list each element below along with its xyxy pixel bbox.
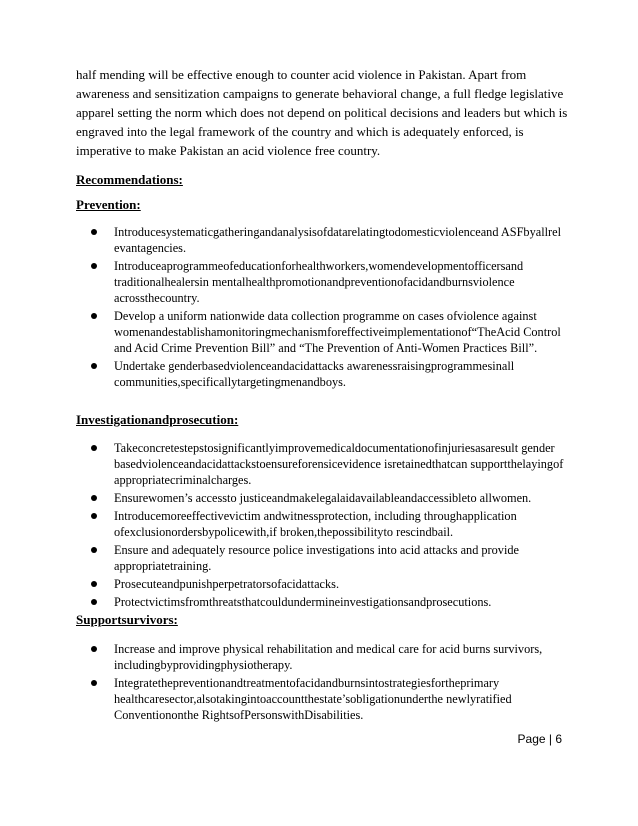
- list-item-text: Introducemoreeffectivevictim andwitnessprotection, including throughapplication ofexclusionordersbypolicewith,if broken,thepossibilityto rescindbail.: [114, 509, 517, 539]
- list-item: [76, 224, 566, 256]
- list-item-text: Takeconcretestepstosignificantlyimprovemedicaldocumentationofinjuriesasaresult gender basedviolenceandacidattackstoensureforensicevidence isretainedthatcan supportthelayingof appropriatecriminalcharges.: [114, 441, 564, 487]
- list-item: [76, 576, 566, 592]
- prevention-heading: Prevention:: [76, 197, 141, 212]
- investigation-heading: Investigationandprosecution:: [76, 412, 239, 427]
- list-item-text: Increase and improve physical rehabilitation and medical care for acid burns survivors, includingbyprovidingphysiotherapy.: [114, 642, 543, 672]
- bullet-icon: [91, 646, 97, 652]
- intro-paragraph: half mending will be effective enough to counter acid violence in Pakistan. Apart from awareness and sensitization campaigns to generate behavioral change, a full fledge legislative apparel setting the norm which does not depend on political decisions and leaders but which is engraved into the legal framework of the country and which is adequately enforced, is imperative to make Pakistan an acid violence free country.: [76, 67, 568, 158]
- bullet-icon: [91, 513, 97, 519]
- recommendations-heading: Recommendations:: [76, 172, 183, 187]
- list-item: [76, 508, 566, 540]
- bullet-icon: [91, 599, 97, 605]
- list-item: [76, 542, 566, 574]
- list-item: [76, 675, 566, 723]
- bullet-icon: [91, 263, 97, 269]
- support-heading: Supportsurvivors:: [76, 612, 178, 627]
- bullet-icon: [91, 229, 97, 235]
- list-item: [76, 258, 566, 306]
- list-item-text: Undertake genderbasedviolenceandacidattacks awarenessraisingprogrammesinall communities,specificallytargetingmenandboys.: [114, 359, 515, 389]
- bullet-icon: [91, 313, 97, 319]
- list-item: [76, 358, 566, 390]
- prevention-list: [76, 224, 566, 392]
- bullet-icon: [91, 445, 97, 451]
- list-item-text: Ensure and adequately resource police investigations into acid attacks and provide appropriatetraining.: [114, 543, 519, 573]
- list-item-text: Introduceaprogrammeofeducationforhealthworkers,womendevelopmentofficersand traditionalhealersin mentalhealthpromotionandpreventionofacidandburnsviolence acrossthecountry.: [114, 259, 524, 305]
- support-list: [76, 641, 566, 725]
- list-item-text: Ensurewomen’s accessto justiceandmakelegalaidavailableandaccessibleto allwomen.: [114, 491, 532, 505]
- bullet-icon: [91, 581, 97, 587]
- list-item-text: Prosecuteandpunishperpetratorsofacidattacks.: [114, 577, 340, 591]
- bullet-icon: [91, 547, 97, 553]
- list-item-text: Develop a uniform nationwide data collection programme on cases ofviolence against womenandestablishamonitoringmechanismforeffectiveimplementationof“TheAcid Control and Acid Crime Prevention Bill” and “The Prevention of Anti-Women Practices Bill”.: [114, 309, 561, 355]
- bullet-icon: [91, 495, 97, 501]
- investigation-list: [76, 440, 566, 612]
- list-item-text: Protectvictimsfromthreatsthatcouldunderminеinvestigationsandprosecutions.: [114, 595, 492, 609]
- list-item-text: Integratethepreventionandtreatmentofacidandburnsintostrategiesfortheprimary healthcaresector,alsotakingintoaccountthestate’sobligationunderthe newlyratified Conventiononthe RightsofPersonswithDisabilities.: [114, 676, 512, 722]
- bullet-icon: [91, 363, 97, 369]
- page-number: Page | 6: [517, 732, 562, 746]
- list-item: [76, 594, 566, 610]
- list-item: [76, 641, 566, 673]
- list-item: [76, 440, 566, 488]
- list-item: [76, 308, 566, 356]
- list-item-text: Introducesystematicgatheringandanalysisofdatarelatingtodomesticviolenceand ASFbyallrel evantagencies.: [114, 225, 561, 255]
- list-item: [76, 490, 566, 506]
- bullet-icon: [91, 680, 97, 686]
